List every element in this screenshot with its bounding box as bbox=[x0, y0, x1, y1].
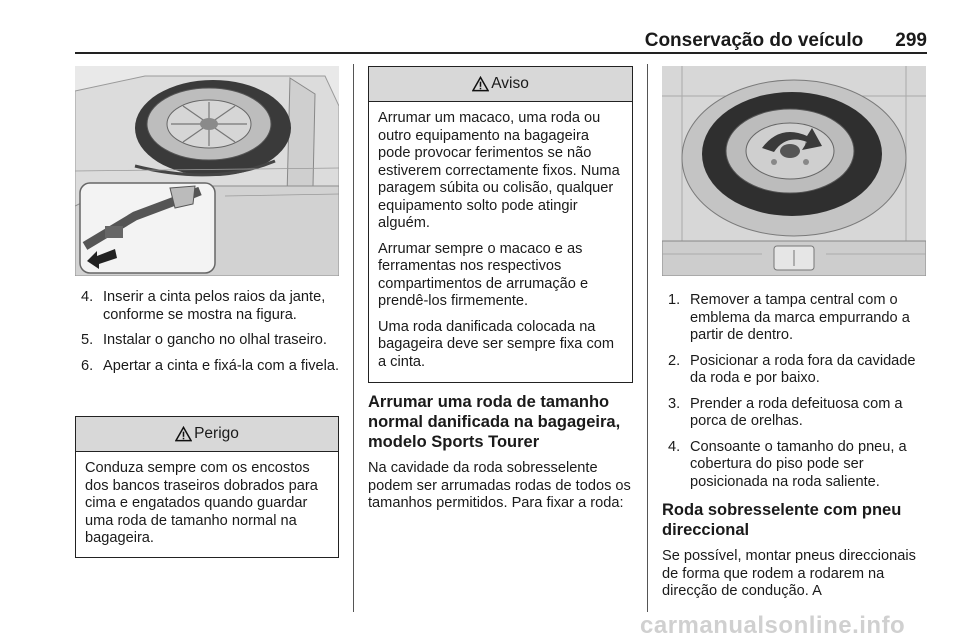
danger-notice-header bbox=[76, 417, 338, 452]
list-item bbox=[668, 353, 928, 388]
right-steps-list bbox=[668, 292, 928, 499]
watermark: carmanualsonline.info bbox=[640, 612, 906, 639]
list-item bbox=[668, 396, 928, 431]
section-heading-full-size-wheel: Arrumar uma roda de tamanho normal danificada na bagageira, modelo Sports Tourer bbox=[368, 393, 621, 451]
step-number: 1. bbox=[668, 292, 681, 308]
danger-notice bbox=[75, 416, 339, 558]
step-number: 3. bbox=[668, 395, 681, 412]
page-title: Conservação do veículo bbox=[644, 30, 864, 51]
warning-triangle-icon bbox=[472, 76, 489, 92]
step-text: Apertar a cinta e fixá-la com a fivela. bbox=[103, 357, 340, 374]
section-body-directional-tyre: Se possível, montar pneus direccionais de forma que rodem a rodarem na direcção de condução. A bbox=[662, 548, 916, 599]
caution-notice bbox=[368, 66, 633, 383]
header-rule bbox=[75, 52, 927, 54]
column-divider-right bbox=[647, 64, 648, 612]
section-heading-directional-tyre: Roda sobresselente com pneu direccional bbox=[662, 501, 902, 539]
step-number: 4. bbox=[668, 438, 681, 455]
list-item bbox=[668, 439, 928, 492]
danger-notice-text: Conduza sempre com os encostos dos bancos traseiros dobrados para cima e engatados quando guardar uma roda de tamanho normal na bagageira. bbox=[85, 460, 318, 546]
caution-paragraph: Arrumar sempre o macaco e as ferramentas nos respectivos compartimentos de arrumação e prendê-los firmemente. bbox=[378, 240, 589, 309]
caution-paragraph: Uma roda danificada colocada na bagageira deve ser sempre fixa com a cinta. bbox=[378, 318, 615, 370]
danger-notice-body bbox=[76, 452, 338, 562]
caution-paragraph: Arrumar um macaco, uma roda ou outro equipamento na bagageira pode provocar ferimentos se não estiverem correctamente fixos. Numa paragem súbita ou colisão, qualquer equipamento solto pode atingir alguém. bbox=[378, 110, 620, 231]
trunk-wheel-strap-illustration bbox=[75, 66, 339, 276]
warning-triangle-icon bbox=[175, 426, 192, 442]
step-text: Posicionar a roda fora da cavidade da roda e por baixo. bbox=[690, 352, 916, 386]
spare-wheel-well-drawing bbox=[662, 66, 926, 276]
spare-wheel-well-illustration bbox=[662, 66, 926, 276]
section-body-full-size-wheel: Na cavidade da roda sobresselente podem ser arrumadas rodas de todos os tamanhos permitidos. Para fixar a roda: bbox=[368, 460, 631, 511]
caution-notice-title: Aviso bbox=[491, 75, 529, 92]
trunk-wheel-strap-drawing bbox=[75, 66, 339, 276]
step-number: 4. bbox=[81, 289, 94, 305]
step-text: Consoante o tamanho do pneu, a cobertura do piso pode ser posicionada na roda saliente. bbox=[690, 438, 907, 490]
list-item bbox=[81, 358, 343, 376]
step-number: 6. bbox=[81, 357, 94, 374]
list-item bbox=[81, 289, 343, 324]
danger-notice-title: Perigo bbox=[194, 425, 239, 442]
step-number: 2. bbox=[668, 352, 681, 369]
page-number: 299 bbox=[895, 30, 927, 51]
step-text: Prender a roda defeituosa com a porca de orelhas. bbox=[690, 395, 903, 429]
left-steps-list bbox=[81, 289, 343, 383]
caution-notice-body bbox=[369, 102, 632, 385]
step-number: 5. bbox=[81, 332, 94, 348]
page-header bbox=[75, 24, 927, 52]
list-item bbox=[81, 332, 343, 350]
caution-notice-header bbox=[369, 67, 632, 102]
step-text: Remover a tampa central com o emblema da marca empurrando a partir de dentro. bbox=[690, 292, 910, 343]
column-divider-left bbox=[353, 64, 354, 612]
step-text: Instalar o gancho no olhal traseiro. bbox=[103, 332, 327, 348]
list-item bbox=[668, 292, 928, 345]
step-text: Inserir a cinta pelos raios da jante, conforme se mostra na figura. bbox=[103, 289, 326, 323]
